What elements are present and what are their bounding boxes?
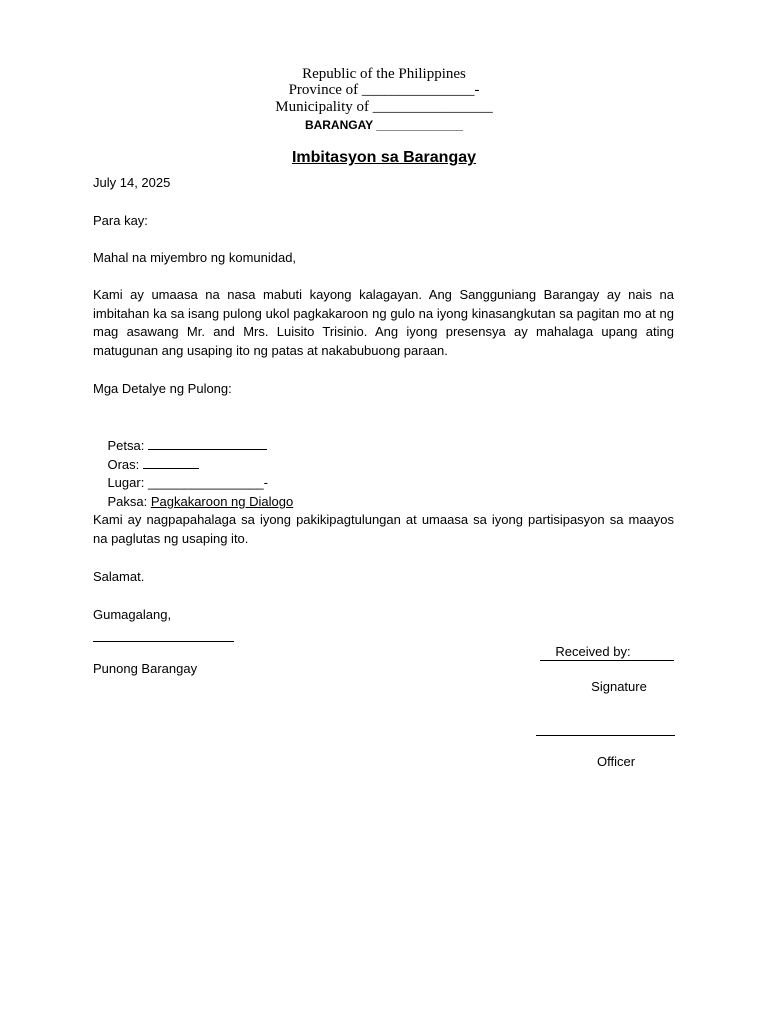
document-title: Imbitasyon sa Barangay [291, 149, 477, 166]
lugar-label: Lugar: [107, 475, 145, 490]
signatory-line [93, 641, 234, 642]
signature-label: Signature [591, 679, 647, 694]
body-paragraph-2: Kami ay nagpapahalaga sa iyong pakikipagtulungan at umaasa sa iyong partisipasyon sa maayos na paglutas ng usaping ito. [93, 512, 674, 546]
receiver-signature-line [540, 660, 674, 661]
paksa-value: Pagkakaroon ng Dialogo [150, 494, 294, 509]
petsa-label: Petsa: [107, 438, 145, 453]
salamat: Salamat. [93, 569, 145, 584]
received-by-label: Received by: [555, 644, 631, 659]
closing: Gumagalang, [93, 607, 172, 622]
letter-date: July 14, 2025 [93, 175, 171, 190]
body-paragraph-1: Kami ay umaasa na nasa mabuti kayong kalagayan. Ang Sangguniang Barangay ay nais na imbitahan ka sa isang pulong ukol pagkakaroon ng gulo na iyong kinasangkutan sa pagitan mo at ng mag asawang Mr. and Mrs. Luisito Trisinio. Ang iyong presensya ay mahalaga upang ating matugunan ang usaping ito ng patas at nakabubuong paraan. [93, 287, 674, 358]
officer-line [536, 735, 675, 736]
officer-label: Officer [596, 754, 636, 769]
details-heading: Mga Detalye ng Pulong: [93, 381, 232, 396]
oras-label: Oras: [107, 457, 140, 472]
header-republic: Republic of the Philippines [302, 66, 466, 82]
paksa-label: Paksa: [107, 494, 148, 509]
header-province: Province of _______________- [288, 82, 480, 98]
para-kay: Para kay: [93, 213, 148, 228]
header-municipality: Municipality of ________________ [275, 99, 493, 115]
header-barangay: BARANGAY _____________ [304, 118, 464, 132]
lugar-value: ________________- [147, 475, 268, 490]
greeting: Mahal na miyembro ng komunidad, [93, 250, 297, 265]
signatory-title: Punong Barangay [93, 661, 198, 676]
